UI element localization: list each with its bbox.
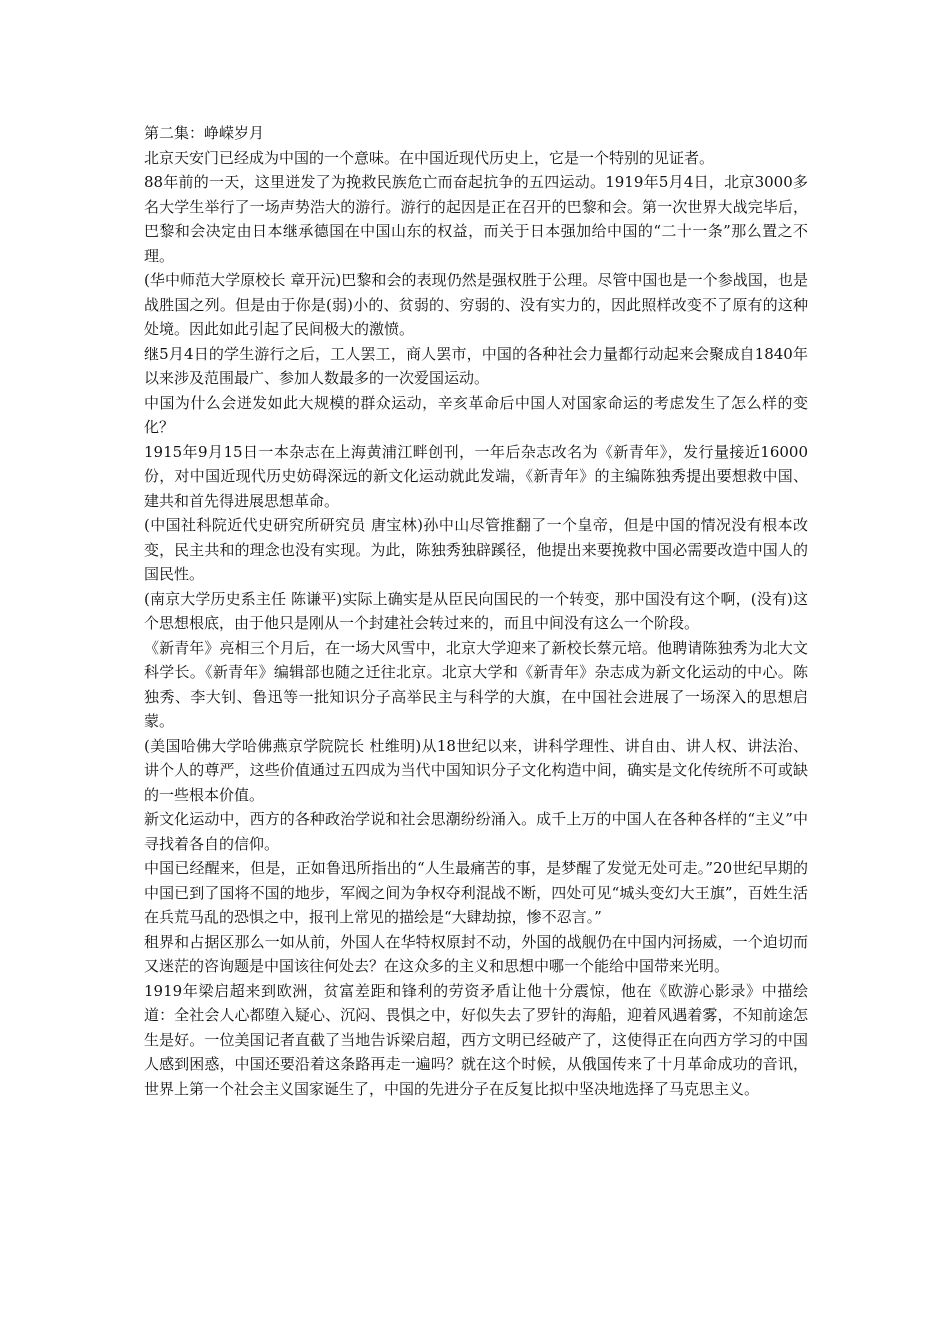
paragraph-14: 1919年梁启超来到欧洲，贫富差距和锋利的劳资矛盾让他十分震惊，他在《欧游心影录》中描绘道：全社会人心都堕入疑心、沉闷、畏惧之中，好似失去了罗针的海船，迎着风遇着雾，不知前途怎生是好。一位美国记者直截了当地告诉梁启超，西方文明已经破产了，这使得正在向西方学习的中国人感到困惑，中国还要沿着这条路再走一遍吗？就在这个时候，从俄国传来了十月革命成功的音讯，世界上第一个社会主义国家诞生了，中国的先进分子在反复比拟中坚决地选择了马克思主义。 (144, 981, 808, 1098)
paragraph-9: 《新青年》亮相三个月后，在一场大风雪中，北京大学迎来了新校长蔡元培。他聘请陈独秀为北大文科学长。《新青年》编辑部也随之迁往北京。北京大学和《新青年》杂志成为新文化运动的中心。陈独秀、李大钊、鲁迅等一批知识分子高举民主与科学的大旗，在中国社会进展了一场深入的思想启蒙。 (144, 638, 808, 730)
document-page (144, 121, 808, 1101)
paragraph-10: (美国哈佛大学哈佛燕京学院院长 杜维明)从18世纪以来，讲科学理性、讲自由、讲人权、讲法治、讲个人的尊严，这些价值通过五四成为当代中国知识分子文化构造中间，确实是文化传统所不可或缺的一些根本价值。 (144, 736, 808, 804)
paragraph-5: 中国为什么会迸发如此大规模的群众运动，辛亥革命后中国人对国家命运的考虑发生了怎么样的变化？ (144, 393, 808, 436)
paragraph-11: 新文化运动中，西方的各种政治学说和社会思潮纷纷涌入。成千上万的中国人在各种各样的“主义”中寻找着各自的信仰。 (144, 810, 808, 853)
paragraph-3: (华中师范大学原校长 章开沅)巴黎和会的表现仍然是强权胜于公理。尽管中国也是一个参战国，也是战胜国之列。但是由于你是(弱)小的、贫弱的、穷弱的、没有实力的，因此照样改变不了原有的这种处境。因此如此引起了民间极大的激愤。 (144, 271, 808, 338)
paragraph-6: 1915年9月15日一本杂志在上海黄浦江畔创刊，一年后杂志改名为《新青年》，发行量接近16000份，对中国近现代历史妨碍深远的新文化运动就此发端，《新青年》的主编陈独秀提出要想救中国、建共和首先得进展思想革命。 (144, 442, 808, 510)
paragraph-1: 北京天安门已经成为中国的一个意味。在中国近现代历史上，它是一个特别的见证者。 (144, 148, 715, 167)
paragraph-7: (中国社科院近代史研究所研究员 唐宝林)孙中山尽管推翻了一个皇帝，但是中国的情况没有根本改变，民主共和的理念也没有实现。为此，陈独秀独辟蹊径，他提出来要挽救中国必需要改造中国人的国民性。 (144, 516, 808, 583)
paragraph-12: 中国已经醒来，但是，正如鲁迅所指出的“人生最痛苦的事，是梦醒了发觉无处可走。”20世纪早期的中国已到了国将不国的地步，军阀之间为争权夺利混战不断，四处可见“城头变幻大王旗”，百姓生活在兵荒马乱的恐惧之中，报刊上常见的描绘是“大肆劫掠，惨不忍言。” (144, 859, 808, 926)
paragraph-4: 继5月4日的学生游行之后，工人罢工，商人罢市，中国的各种社会力量都行动起来会聚成自1840年以来涉及范围最广、参加人数最多的一次爱国运动。 (144, 344, 808, 387)
document-title: 第二集：峥嵘岁月 (144, 124, 265, 142)
paragraph-13: 租界和占据区那么一如从前，外国人在华特权原封不动，外国的战舰仍在中国内河扬威，一个迫切而又迷茫的咨询题是中国该往何处去？在这众多的主义和思想中哪一个能给中国带来光明。 (144, 932, 808, 975)
paragraph-2: 88年前的一天，这里迸发了为挽救民族危亡而奋起抗争的五四运动。1919年5月4日，北京3000多名大学生举行了一场声势浩大的游行。游行的起因是正在召开的巴黎和会。第一次世界大战完毕后，巴黎和会决定由日本继承德国在中国山东的权益，而关于日本强加给中国的“二十一条”那么置之不理。 (144, 173, 808, 265)
paragraph-8: (南京大学历史系主任 陈谦平)实际上确实是从臣民向国民的一个转变，那中国没有这个啊，(没有)这个思想根底，由于他只是刚从一个封建社会转过来的，而且中间没有这么一个阶段。 (144, 589, 808, 632)
